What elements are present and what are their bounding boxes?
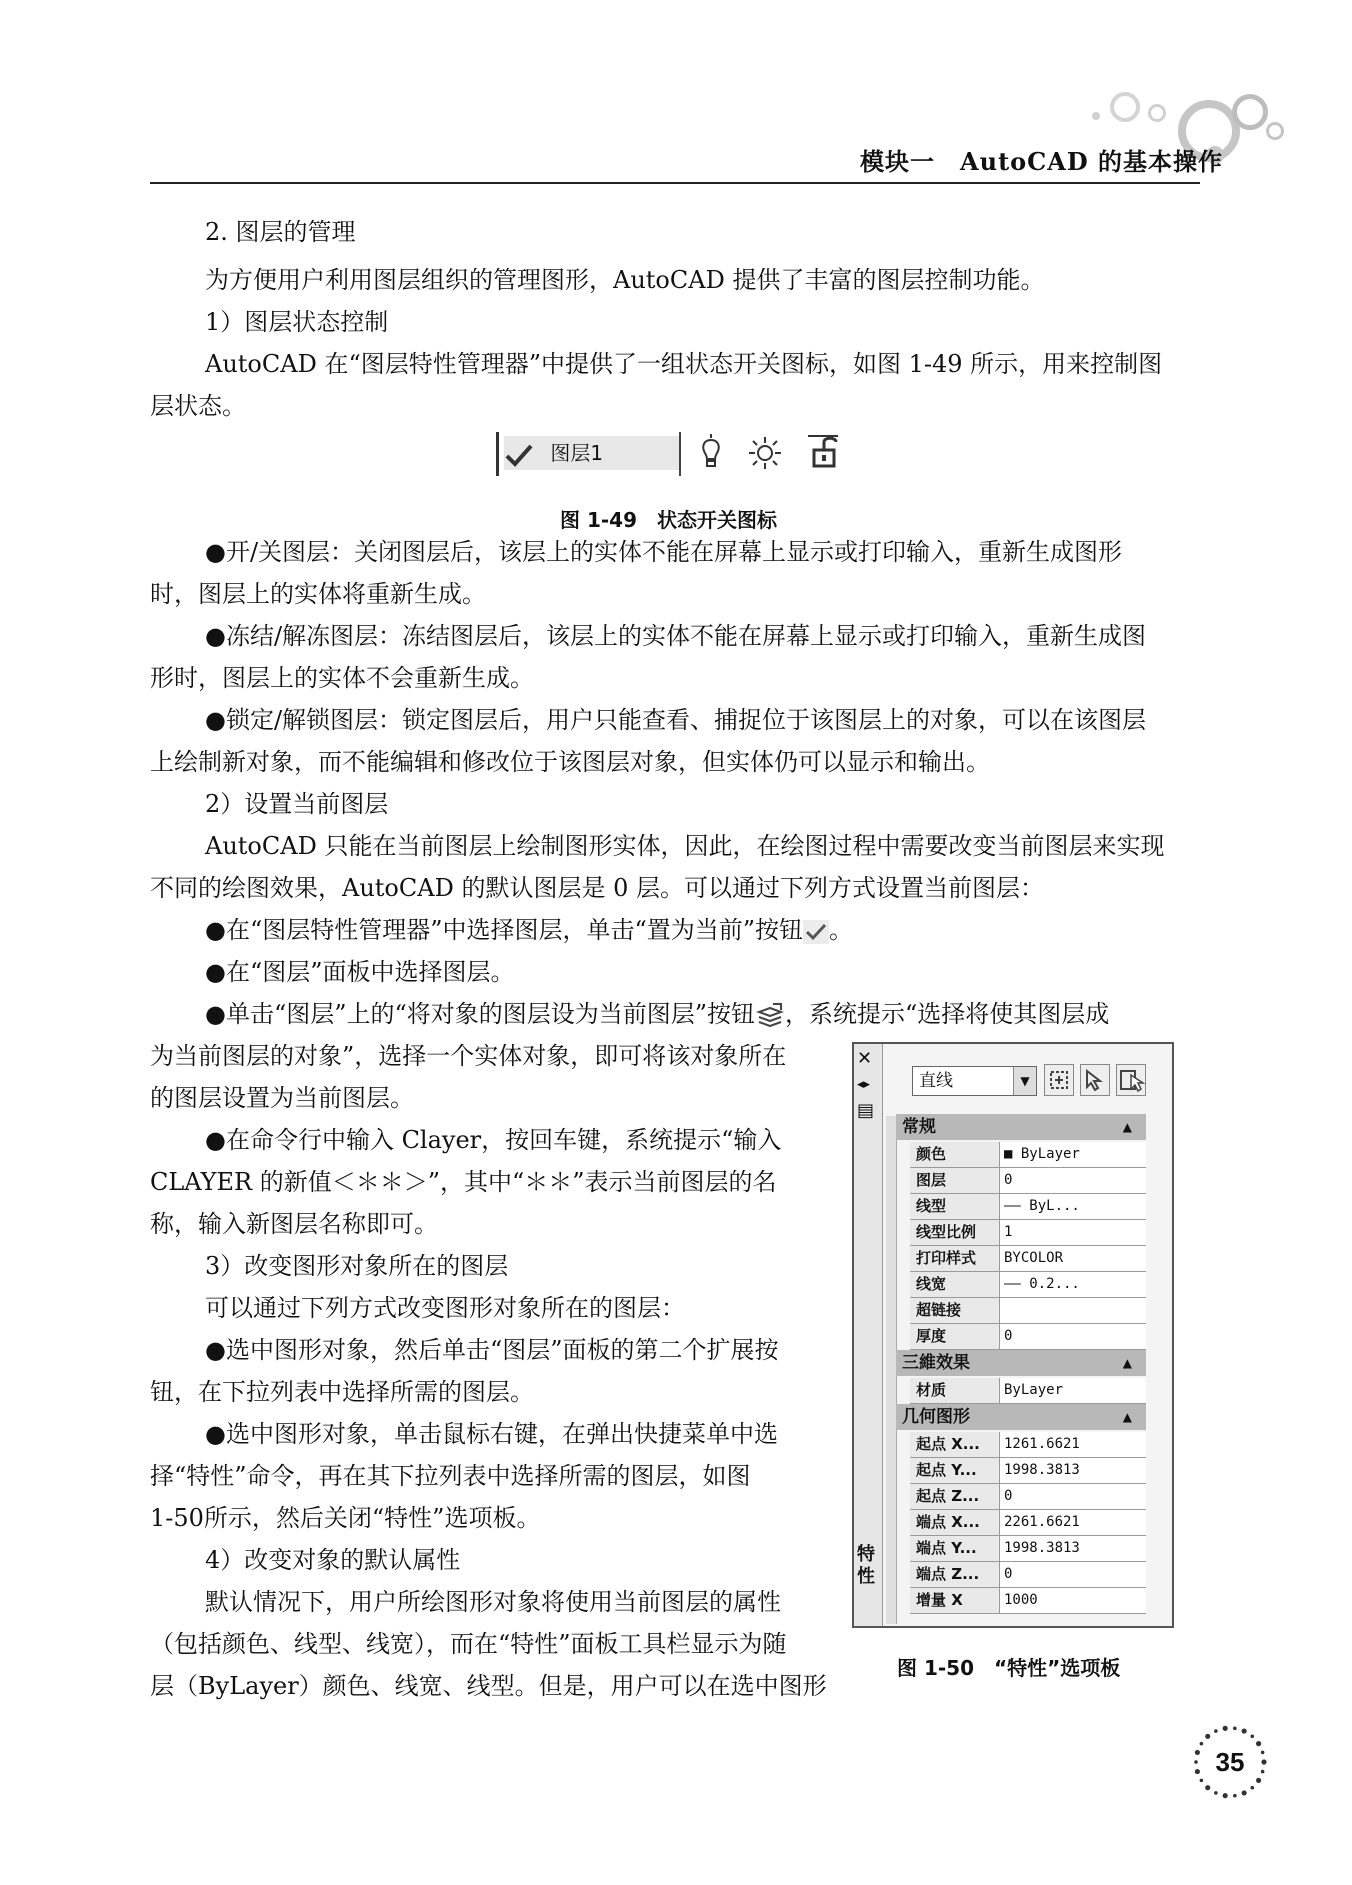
property-key: 端点 Z... (910, 1562, 1000, 1587)
property-key: 线宽 (910, 1272, 1000, 1297)
property-section-header[interactable] (896, 1114, 1146, 1140)
quick-select-button[interactable] (1116, 1064, 1146, 1096)
layer-name-label: 图层1 (550, 441, 604, 465)
bullet-item: 时，图层上的实体将重新生成。 (150, 580, 486, 608)
toolbar-separator (679, 432, 681, 476)
bullet-item: ●在命令行中输入 Clayer，按回车键，系统提示“输入 (205, 1126, 782, 1154)
select-objects-icon (1081, 1065, 1109, 1095)
header-decoration-dot (1092, 112, 1100, 120)
paragraph: 可以通过下列方式改变图形对象所在的图层： (205, 1294, 685, 1322)
ring-dot (1223, 1726, 1228, 1731)
header-decoration-circle (1232, 94, 1268, 130)
property-value[interactable]: 0 (1004, 1566, 1013, 1582)
property-value[interactable]: 1261.6621 (1004, 1436, 1080, 1452)
property-row[interactable] (910, 1432, 1146, 1458)
property-key: 颜色 (910, 1142, 1000, 1167)
subsection-title: 4）改变对象的默认属性 (205, 1546, 461, 1574)
property-value[interactable]: —— ByL... (1004, 1198, 1080, 1214)
bullet-item: 的图层设置为当前图层。 (150, 1084, 414, 1112)
ring-dot (1250, 1786, 1254, 1790)
property-value[interactable]: 1998.3813 (1004, 1540, 1080, 1556)
palette-title-label: 特性 (857, 1544, 875, 1587)
section-title: 三維效果 (902, 1353, 970, 1373)
ring-dot (1223, 1793, 1228, 1798)
subsection-title: 2）设置当前图层 (205, 790, 389, 818)
figure-caption: 图 1-50 “特性”选项板 (897, 1656, 1121, 1680)
header-rule (150, 182, 1200, 184)
property-row[interactable] (910, 1378, 1146, 1404)
paragraph: 层（ByLayer）颜色、线宽、线型。但是，用户可以在选中图形 (150, 1672, 827, 1700)
collapse-icon[interactable]: ▲ (1122, 1410, 1132, 1424)
property-value[interactable] (1004, 1298, 1144, 1323)
bullet-item: 形时，图层上的实体不会重新生成。 (150, 664, 534, 692)
property-value[interactable]: 0 (1004, 1172, 1013, 1188)
bullet-item: ●锁定/解锁图层：锁定图层后，用户只能查看、捕捉位于该图层上的对象，可以在该图层 (205, 706, 1147, 734)
property-row[interactable] (910, 1142, 1146, 1168)
paragraph: 层状态。 (150, 392, 246, 420)
bullet-text-end: 。 (829, 916, 854, 944)
bullet-item: CLAYER 的新值＜＊＊＞”，其中“＊＊”表示当前图层的名 (150, 1168, 777, 1196)
paragraph: 默认情况下，用户所绘图形对象将使用当前图层的属性 (205, 1588, 781, 1616)
layer-state-toolbar-figure (496, 430, 858, 476)
close-icon[interactable]: ✕ (857, 1048, 873, 1069)
property-key: 厚度 (910, 1324, 1000, 1349)
object-type-value: 直线 (919, 1071, 953, 1091)
bullet-item: ●在“图层”面板中选择图层。 (205, 958, 515, 986)
property-key: 线型 (910, 1194, 1000, 1219)
property-row[interactable] (910, 1194, 1146, 1220)
object-type-select[interactable] (912, 1066, 1037, 1096)
ring-dot (1261, 1770, 1265, 1774)
property-key: 起点 X... (910, 1432, 1000, 1457)
ring-dot (1242, 1728, 1247, 1733)
bullet-item (205, 994, 1109, 1034)
property-key: 增量 X (910, 1588, 1000, 1613)
bullet-item: 钮，在下拉列表中选择所需的图层。 (150, 1378, 534, 1406)
bullet-item: 1-50所示，然后关闭“特性”选项板。 (150, 1504, 541, 1532)
property-row[interactable] (910, 1588, 1146, 1614)
ring-dot (1195, 1769, 1200, 1774)
bullet-item: ●选中图形对象，然后单击“图层”面板的第二个扩展按 (205, 1336, 779, 1364)
toggle-pickadd-button[interactable] (1044, 1064, 1074, 1096)
property-key: 材质 (910, 1378, 1000, 1403)
set-current-checkmark-icon (803, 920, 829, 944)
auto-hide-icon[interactable]: ◂▸ (857, 1077, 871, 1092)
ring-dot (1205, 1785, 1210, 1790)
property-key: 端点 X... (910, 1510, 1000, 1535)
bullet-item: ●冻结/解冻图层：冻结图层后，该层上的实体不能在屏幕上显示或打印输入，重新生成图 (205, 622, 1147, 650)
property-row[interactable] (910, 1246, 1146, 1272)
property-section-header[interactable] (896, 1404, 1146, 1430)
pickadd-icon (1045, 1065, 1073, 1095)
running-header-title: 模块一 AutoCAD 的基本操作 (860, 147, 1224, 176)
property-value[interactable]: 2261.6621 (1004, 1514, 1080, 1530)
ring-dot (1200, 1742, 1204, 1746)
ring-dot (1200, 1779, 1204, 1783)
checkmark-icon (504, 442, 534, 468)
ring-dot (1214, 1791, 1218, 1795)
chevron-down-icon[interactable]: ▼ (1013, 1067, 1036, 1095)
bullet-text-end: ，系统提示“选择将使其图层成 (785, 1000, 1110, 1028)
ring-dot (1233, 1794, 1237, 1798)
property-row[interactable] (910, 1272, 1146, 1298)
figure-caption: 图 1-49 状态开关图标 (560, 508, 778, 532)
paragraph: 为方便用户利用图层组织的管理图形，AutoCAD 提供了丰富的图层控制功能。 (205, 266, 1045, 294)
ring-dot (1194, 1760, 1198, 1764)
palette-title-strip[interactable] (854, 1044, 883, 1626)
subsection-title: 1）图层状态控制 (205, 308, 389, 336)
property-value[interactable]: —— 0.2... (1004, 1276, 1080, 1292)
property-row[interactable] (910, 1298, 1146, 1324)
ring-dot (1233, 1727, 1237, 1731)
property-row[interactable] (910, 1324, 1146, 1350)
property-key: 打印样式 (910, 1246, 1000, 1271)
ring-dot (1205, 1734, 1210, 1739)
subsection-title: 3）改变图形对象所在的图层 (205, 1252, 509, 1280)
property-key: 图层 (910, 1168, 1000, 1193)
property-value[interactable]: BYCOLOR (1004, 1250, 1064, 1266)
property-row[interactable] (910, 1458, 1146, 1484)
collapse-icon[interactable]: ▲ (1122, 1356, 1132, 1370)
bullet-item: 称，输入新图层名称即可。 (150, 1210, 438, 1238)
ring-dot (1261, 1751, 1265, 1755)
bullet-item: 上绘制新对象，而不能编辑和修改位于该图层对象，但实体仍可以显示和输出。 (150, 748, 990, 776)
lightbulb-icon[interactable] (692, 434, 730, 472)
property-row[interactable] (910, 1510, 1146, 1536)
header-decoration-circle (1148, 104, 1166, 122)
bullet-item (205, 910, 853, 950)
property-key: 端点 Y... (910, 1536, 1000, 1561)
bullet-item: ●开/关图层：关闭图层后，该层上的实体不能在屏幕上显示或打印输入，重新生成图形 (205, 538, 1123, 566)
ring-dot (1242, 1790, 1247, 1795)
paragraph: AutoCAD 在“图层特性管理器”中提供了一组状态开关图标，如图 1-49 所示，用来控制图 (205, 350, 1163, 378)
bullet-item: ●选中图形对象，单击鼠标右键，在弹出快捷菜单中选 (205, 1420, 778, 1448)
property-row[interactable] (910, 1562, 1146, 1588)
property-value[interactable]: ■ ByLayer (1004, 1146, 1080, 1162)
sun-icon[interactable] (746, 434, 784, 472)
layer-match-icon (755, 1002, 785, 1030)
unlock-icon[interactable] (808, 434, 846, 472)
property-section-header[interactable] (896, 1350, 1146, 1376)
property-value[interactable]: 0 (1004, 1328, 1013, 1344)
bullet-text: ●单击“图层”上的“将对象的图层设为当前图层”按钮 (205, 1000, 756, 1028)
select-objects-button[interactable] (1080, 1064, 1110, 1096)
property-value[interactable]: ByLayer (1004, 1382, 1064, 1398)
property-value[interactable]: 1000 (1004, 1592, 1038, 1608)
header-decoration-circle (1110, 92, 1140, 122)
property-row[interactable] (910, 1220, 1146, 1246)
property-value[interactable]: 1998.3813 (1004, 1462, 1080, 1478)
quick-select-icon (1117, 1065, 1145, 1095)
ring-dot (1256, 1741, 1261, 1746)
paragraph: 不同的绘图效果，AutoCAD 的默认图层是 0 层。可以通过下列方式设置当前图层： (150, 874, 1044, 902)
header-decoration-circle (1266, 122, 1284, 140)
paragraph: AutoCAD 只能在当前图层上绘制图形实体，因此，在绘图过程中需要改变当前图层来实现 (205, 832, 1165, 860)
property-key: 起点 Z... (910, 1484, 1000, 1509)
property-row[interactable] (910, 1484, 1146, 1510)
bullet-text: ●在“图层特性管理器”中选择图层，单击“置为当前”按钮 (205, 916, 804, 944)
bullet-item: 择“特性”命令，再在其下拉列表中选择所需的图层，如图 (150, 1462, 751, 1490)
property-row[interactable] (910, 1168, 1146, 1194)
toolbar-left-edge (496, 432, 499, 476)
layer-name-field[interactable] (504, 436, 679, 470)
paragraph: （包括颜色、线型、线宽），而在“特性”面板工具栏显示为随 (150, 1630, 787, 1658)
property-row[interactable] (910, 1536, 1146, 1562)
properties-palette (852, 1042, 1174, 1628)
ring-dot (1261, 1759, 1266, 1764)
property-key: 超链接 (910, 1298, 1000, 1323)
ring-dot (1214, 1729, 1218, 1733)
section-title: 几何图形 (902, 1407, 970, 1427)
ring-dot (1256, 1778, 1261, 1783)
palette-menu-icon[interactable]: ▤ (857, 1100, 875, 1121)
section-title: 常规 (902, 1117, 936, 1137)
ring-dot (1195, 1750, 1200, 1755)
ring-dot (1250, 1735, 1254, 1739)
page-number: 35 (1215, 1747, 1245, 1777)
property-value[interactable]: 1 (1004, 1224, 1013, 1240)
section-heading: 2. 图层的管理 (205, 218, 356, 246)
property-key: 线型比例 (910, 1220, 1000, 1245)
bullet-item: 为当前图层的对象”，选择一个实体对象，即可将该对象所在 (150, 1042, 787, 1070)
property-value[interactable]: 0 (1004, 1488, 1013, 1504)
collapse-icon[interactable]: ▲ (1122, 1120, 1132, 1134)
page-number-badge (1190, 1722, 1270, 1802)
property-key: 起点 Y... (910, 1458, 1000, 1483)
